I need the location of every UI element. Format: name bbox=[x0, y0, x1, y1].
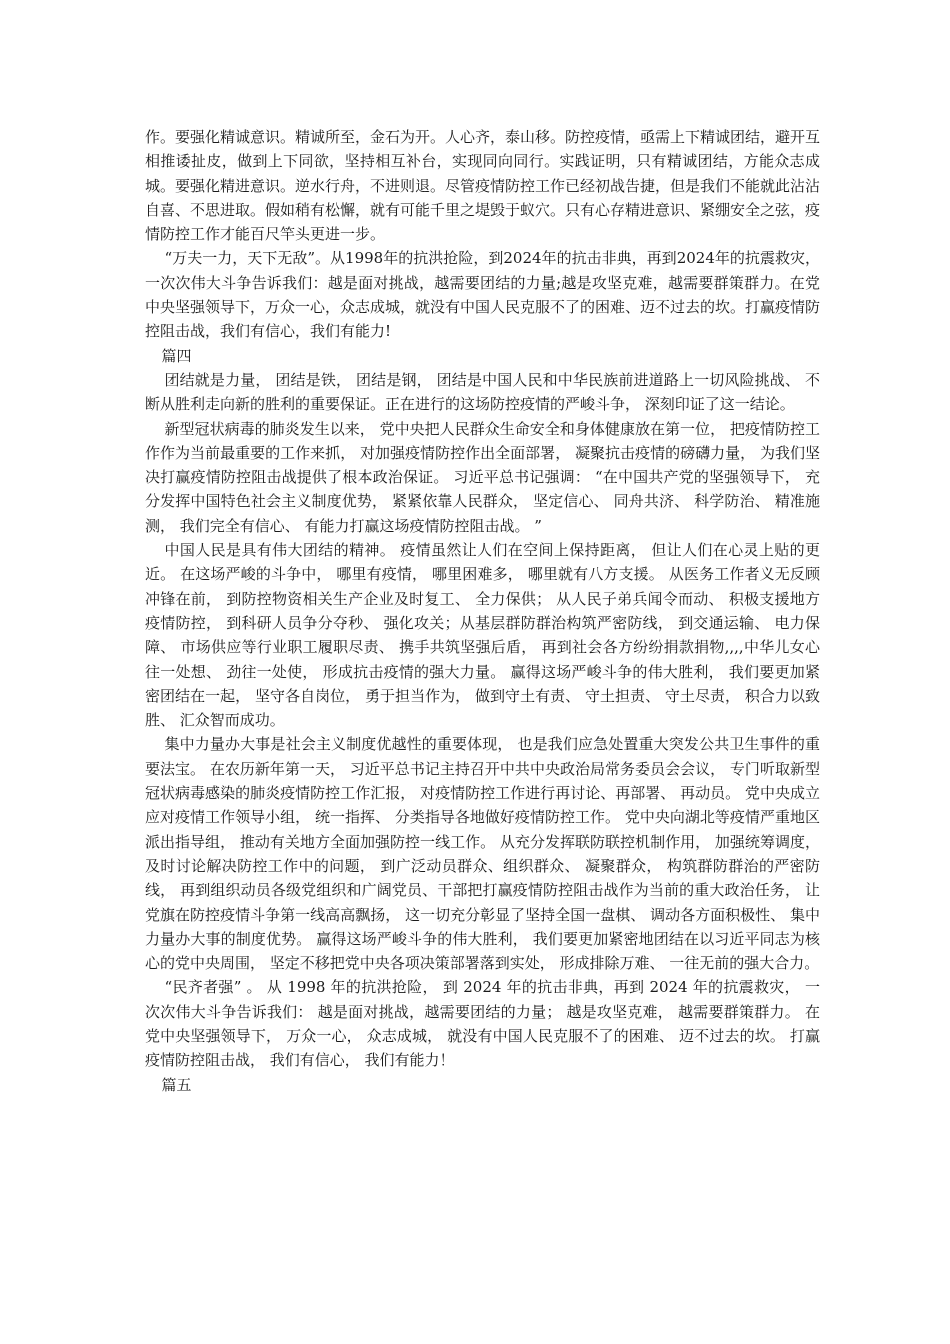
document-page bbox=[145, 125, 820, 1097]
paragraph-party-leadership: 新型冠状病毒的肺炎发生以来， 党中央把人民群众生命安全和身体健康放在第一位， 把疫情防控工作作为当前最重要的工作来抓， 对加强疫情防控作出全面部署， 凝聚抗击疫情的磅礴力量， 为我们坚决打赢疫情防控阻击战提供了根本政治保证。 习近平总书记强调： “在中国共产党的坚强领导下， 充分发挥中国特色社会主义制度优势， 紧紧依靠人民群众， 坚定信心、 同舟共济、 科学防治、 精准施测， 我们完全有信心、 有能力打赢这场疫情防控阻击战。 ” bbox=[145, 419, 820, 535]
paragraph-unity-strength: 团结就是力量， 团结是铁， 团结是钢， 团结是中国人民和中华民族前进道路上一切风险挑战、 不断从胜利走向新的胜利的重要保证。正在进行的这场防控疫情的严峻斗争， 深刻印证了这一结论。 bbox=[145, 370, 820, 414]
paragraph-continuation: 作。要强化精诚意识。精诚所至，金石为开。人心齐，泰山移。防控疫情，亟需上下精诚团结，避开互相推诿扯皮，做到上下同欲，坚持相互补台，实现同向同行。实践证明，只有精诚团结，方能众志成城。要强化精进意识。逆水行舟，不进则退。尽管疫情防控工作已经初战告捷，但是我们不能就此沾沾自喜、不思进取。假如稍有松懈，就有可能千里之堤毁于蚁穴。只有心存精进意识、紧绷安全之弦，疫情防控工作才能百尺竿头更进一步。 bbox=[145, 128, 821, 244]
paragraph-people-strong: “民齐者强” 。 从 1998 年的抗洪抢险， 到 2024 年的抗击非典，再到 2024 年的抗震救灾， 一次次伟大斗争告诉我们： 越是面对挑战，越需要团结的力量； 越是攻坚克难， 越需要群策群力。 在党中央坚强领导下， 万众一心， 众志成城， 就没有中国人民克服不了的困难、 迈不过去的坎。 打赢疫情防控阻击战， 我们有信心， 我们有能力！ bbox=[145, 978, 820, 1070]
paragraph-people-unity: 中国人民是具有伟大团结的精神。 疫情虽然让人们在空间上保持距离， 但让人们在心灵上贴的更近。 在这场严峻的斗争中， 哪里有疫情， 哪里困难多， 哪里就有八方支援。 从医务工作者义无反顾冲锋在前， 到防控物资相关生产企业及时复工、 全力保供； 从人民子弟兵闻令而动、 积极支援地方疫情防控， 到科研人员争分夺秒、 强化攻关；从基层群防群治构筑严密防线， 到交通运输、 电力保障、 市场供应等行业职工履职尽责、 携手共筑坚强后盾， 再到社会各方纷纷捐款捐物,,,,中华儿女心往一处想、 劲往一处使， 形成抗击疫情的强大力量。 赢得这场严峻斗争的伟大胜利， 我们要更加紧密团结在一起， 坚守各自岗位， 勇于担当作为， 做到守土有责、 守土担责、 守土尽责， 积合力以致胜、 汇众智而成功。 bbox=[145, 541, 820, 730]
section-heading-five: 篇五 bbox=[161, 1075, 192, 1094]
paragraph-concentrated-strength: 集中力量办大事是社会主义制度优越性的重要体现， 也是我们应急处置重大突发公共卫生事件的重要法宝。 在农历新年第一天， 习近平总书记主持召开中共中央政治局常务委员会会议， 专门听取新型冠状病毒感染的肺炎疫情防控工作汇报， 对疫情防控工作进行再讨论、再部署、 再动员。 党中央成立应对疫情工作领导小组， 统一指挥、 分类指导各地做好疫情防控工作。 党中央向湖北等疫情严重地区派出指导组， 推动有关地方全面加强防控一线工作。 从充分发挥联防联控机制作用， 加强统筹调度， 及时讨论解决防控工作中的问题， 到广泛动员群众、组织群众、 凝聚群众， 构筑群防群治的严密防线， 再到组织动员各级党组织和广阔党员、干部把打赢疫情防控阻击战作为当前的重大政治任务， 让党旗在防控疫情斗争第一线高高飘扬， 这一切充分彰显了坚持全国一盘棋、 调动各方面积极性、 集中力量办大事的制度优势。 赢得这场严峻斗争的伟大胜利， 我们要更加紧密地团结在以习近平同志为核心的党中央周围， 坚定不移把党中央各项决策部署落到实处， 形成排除万难、 一往无前的强大合力。 bbox=[145, 735, 820, 973]
paragraph-unity-quote: “万夫一力，天下无敌”。从1998年的抗洪抢险，到2024年的抗击非典，再到2024年的抗震救灾，一次次伟大斗争告诉我们：越是面对挑战，越需要团结的力量;越是攻坚克难，越需要群策群力。在党中央坚强领导下，万众一心，众志成城，就没有中国人民克服不了的困难、迈不过去的坎。打赢疫情防控阻击战，我们有信心，我们有能力! bbox=[145, 249, 821, 341]
section-heading-four: 篇四 bbox=[161, 346, 192, 365]
